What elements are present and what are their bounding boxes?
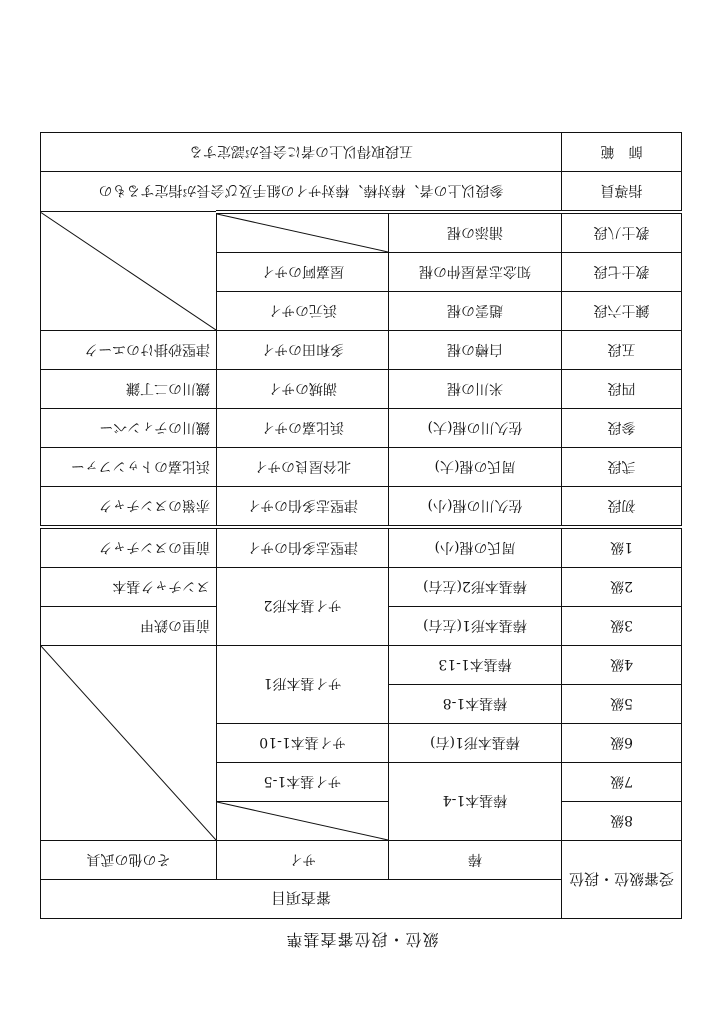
stick-cell: 白樽の棍 xyxy=(389,331,562,370)
grade-cell: 錬士六段 xyxy=(562,292,682,331)
instructor-row xyxy=(40,172,681,213)
header-row-1 xyxy=(40,880,681,919)
stick-cell: 米川の棍 xyxy=(389,370,562,409)
stick-cell: 佐久川の棍(小) xyxy=(389,487,562,528)
sai-cell: 屋嘉阿のサイ xyxy=(217,253,389,292)
table-row xyxy=(40,487,681,528)
other-cell: 赤嶺のヌンチャク xyxy=(40,487,216,528)
grade-cell: 7級 xyxy=(562,763,682,802)
grade-cell: 1級 xyxy=(562,527,682,568)
stick-cell: 棒基本形1(左右) xyxy=(389,607,562,646)
grade-cell: 参段 xyxy=(562,409,682,448)
sai-cell: 津堅志多伯のサイ xyxy=(217,527,389,568)
table-row xyxy=(40,802,681,841)
sai-cell: サイ基本形1 xyxy=(217,646,389,724)
sai-cell: 浜比嘉のサイ xyxy=(217,409,389,448)
review-items-header: 審査項目 xyxy=(40,880,561,919)
other-cell: 前里の鉄甲 xyxy=(40,607,216,646)
grade-cell: 3級 xyxy=(562,607,682,646)
document-title: 級位・段位審査基準 xyxy=(285,930,439,949)
grade-column-header: 受審級位・段位 xyxy=(562,841,682,919)
grade-cell: 五段 xyxy=(562,331,682,370)
stick-cell: 趙雲の棍 xyxy=(389,292,562,331)
grade-cell: 6級 xyxy=(562,724,682,763)
table-row xyxy=(40,607,681,646)
table-row xyxy=(40,331,681,370)
stick-cell: 棒基本1-8 xyxy=(389,685,562,724)
sai-cell: サイ基本形2 xyxy=(217,568,389,646)
instructor-text: 参段以上の者、棒対棒、棒対サイの組手及び会長が指定するもの xyxy=(40,172,561,213)
sai-cell: 多和田のサイ xyxy=(217,331,389,370)
master-row xyxy=(40,133,681,172)
other-cell: 津堅砂掛けのエーク xyxy=(40,331,216,370)
empty-diagonal-cell xyxy=(217,802,389,841)
diagonal-line xyxy=(217,802,388,840)
instructor-label: 指導員 xyxy=(562,172,682,213)
other-weapons-header: その他の武具 xyxy=(40,841,216,880)
stick-header: 棒 xyxy=(389,841,562,880)
diagonal-line xyxy=(41,213,216,331)
stick-cell: 棒基本1-13 xyxy=(389,646,562,685)
grade-cell: 教士七段 xyxy=(562,253,682,292)
empty-diagonal-cell xyxy=(217,212,389,253)
master-label: 師 範 xyxy=(562,133,682,172)
empty-diagonal-cell xyxy=(40,646,216,841)
table-row xyxy=(40,292,681,331)
grade-cell: 弐段 xyxy=(562,448,682,487)
grade-cell: 5級 xyxy=(562,685,682,724)
stick-cell: 周氏の棍(大) xyxy=(389,448,562,487)
grade-cell: 8級 xyxy=(562,802,682,841)
other-cell: 鐵川のティンベー xyxy=(40,409,216,448)
sai-cell: 北谷屋良のサイ xyxy=(217,448,389,487)
grade-cell: 4級 xyxy=(562,646,682,685)
empty-diagonal-cell xyxy=(40,212,216,331)
stick-cell: 知念志喜屋仲の棍 xyxy=(389,253,562,292)
stick-cell: 周氏の棍(小) xyxy=(389,527,562,568)
sai-cell: 津堅志多伯のサイ xyxy=(217,487,389,528)
stick-cell: 棒基本形1(右) xyxy=(389,724,562,763)
table-row xyxy=(40,448,681,487)
grade-cell: 四段 xyxy=(562,370,682,409)
sai-cell: サイ基本1-5 xyxy=(217,763,389,802)
diagonal-line xyxy=(217,214,388,252)
stick-cell: 浦添の棍 xyxy=(389,212,562,253)
other-cell: 浜比嘉のトゥンファー xyxy=(40,448,216,487)
review-criteria-table xyxy=(40,132,682,919)
sai-cell: 浜元のサイ xyxy=(217,292,389,331)
other-cell: 鐵川の二丁鎌 xyxy=(40,370,216,409)
grade-cell: 2級 xyxy=(562,568,682,607)
table-row xyxy=(40,370,681,409)
table-row xyxy=(40,409,681,448)
stick-cell: 棒基本形2(左右) xyxy=(389,568,562,607)
grade-cell: 初段 xyxy=(562,487,682,528)
other-cell: ヌンチャク基本 xyxy=(40,568,216,607)
grade-cell: 教士八段 xyxy=(562,212,682,253)
sai-header: サイ xyxy=(217,841,389,880)
other-cell: 前里のヌンチャク xyxy=(40,527,216,568)
diagonal-line xyxy=(41,646,216,840)
stick-cell: 佐久川の棍(大) xyxy=(389,409,562,448)
stick-cell: 棒基本1-4 xyxy=(389,763,562,841)
sai-cell: サイ基本1-10 xyxy=(217,724,389,763)
master-text: 五段取得以上の者に会長が認定する xyxy=(40,133,561,172)
sai-cell: 湖城のサイ xyxy=(217,370,389,409)
table-row xyxy=(40,527,681,568)
